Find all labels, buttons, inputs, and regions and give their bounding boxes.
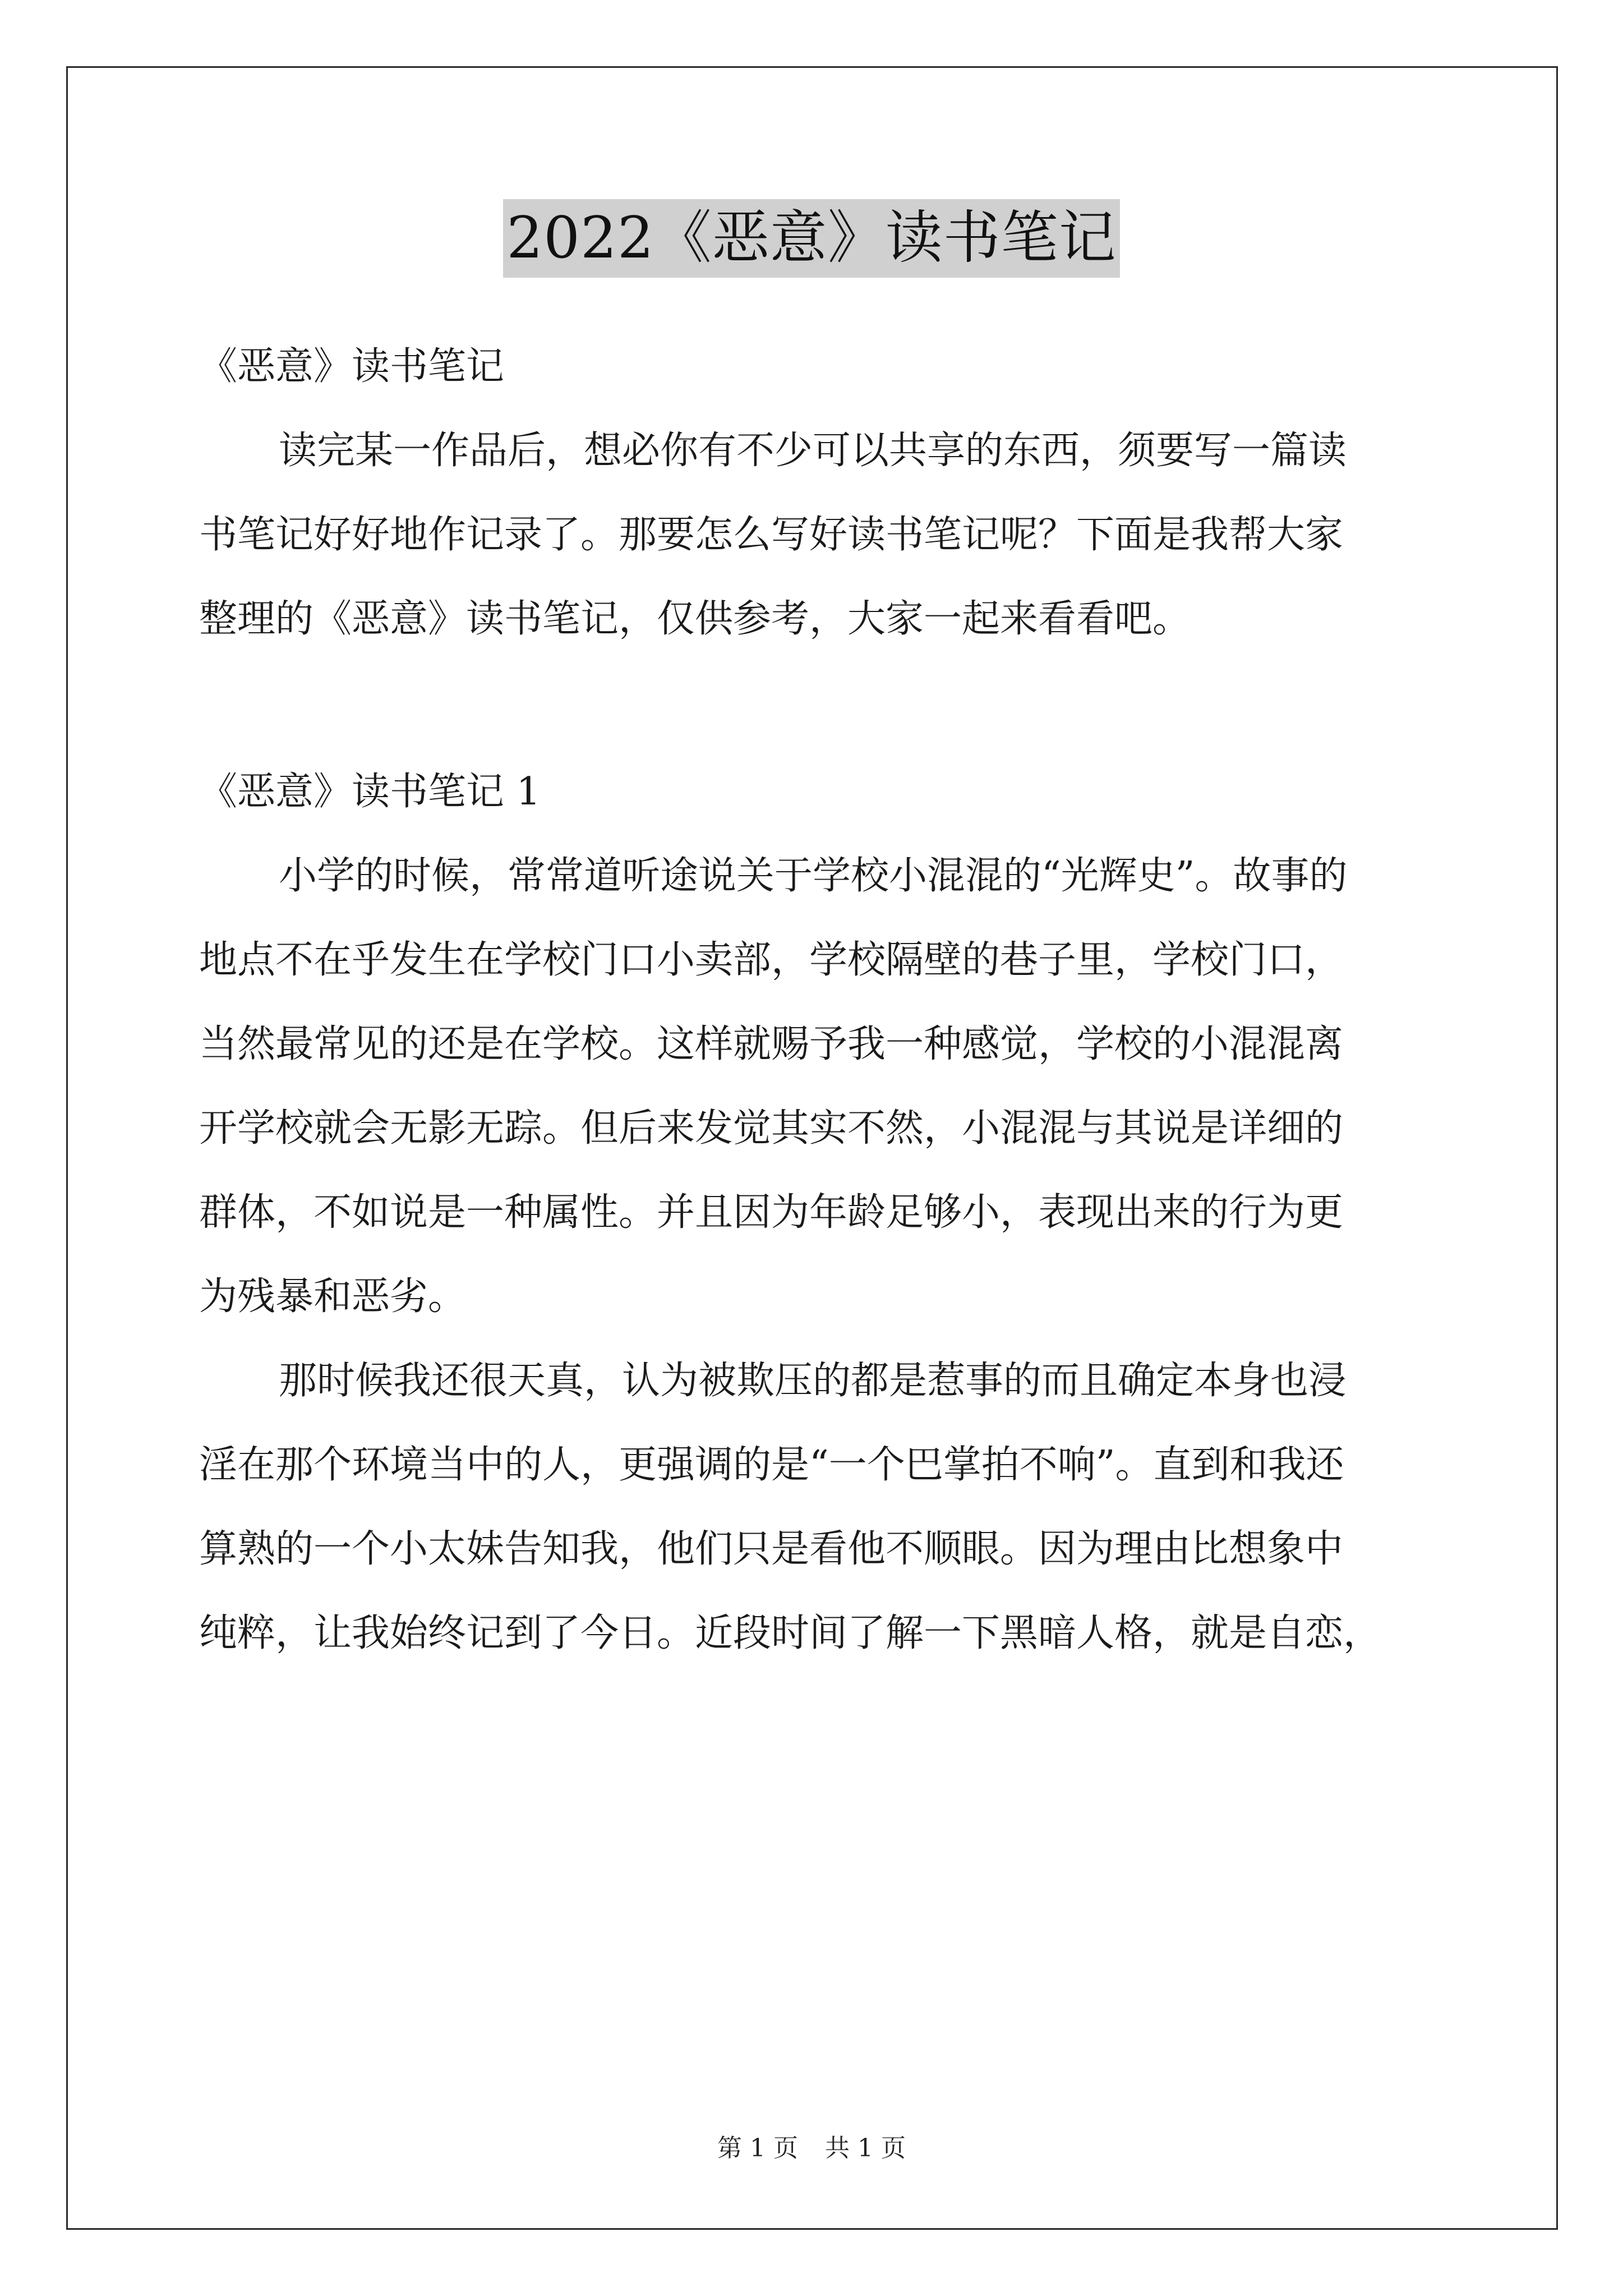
paragraph-line: 小学的时候，常常道听途说关于学校小混混的“光辉史”。故事的 [279, 854, 1348, 898]
title-container [0, 199, 1623, 278]
paragraph-line: 地点不在乎发生在学校门口小卖部，学校隔壁的巷子里，学校门口， [199, 938, 1344, 982]
paragraph-line: 群体，不如说是一种属性。并且因为年龄足够小，表现出来的行为更 [199, 1190, 1344, 1235]
paragraph-line: 淫在那个环境当中的人，更强调的是“一个巴掌拍不响”。直到和我还 [199, 1443, 1344, 1487]
paragraph-line: 为残暴和恶劣。 [199, 1274, 467, 1319]
paragraph-line: 开学校就会无影无踪。但后来发觉其实不然，小混混与其说是详细的 [199, 1106, 1344, 1151]
paragraph-line: 那时候我还很天真，认为被欺压的都是惹事的而且确定本身也浸 [279, 1359, 1347, 1403]
page-number: 第 1 页 [717, 2134, 798, 2162]
page-footer [0, 2132, 1623, 2165]
intro-line: 整理的《恶意》读书笔记，仅供参考，大家一起来看看吧。 [199, 597, 1191, 641]
document-title: 2022《恶意》读书笔记 [503, 199, 1120, 278]
page-total: 共 1 页 [825, 2134, 906, 2162]
intro-line: 书笔记好好地作记录了。那要怎么写好读书笔记呢？下面是我帮大家 [199, 513, 1344, 557]
paragraph-line: 算熟的一个小太妹告知我，他们只是看他不顺眼。因为理由比想象中 [199, 1527, 1344, 1571]
paragraph-line: 当然最常见的还是在学校。这样就赐予我一种感觉，学校的小混混离 [199, 1022, 1344, 1066]
section-heading: 《恶意》读书笔记 1 [199, 770, 541, 814]
paragraph-line: 纯粹，让我始终记到了今日。近段时间了解一下黑暗人格，就是自恋， [199, 1611, 1382, 1655]
document-body [199, 337, 1433, 1664]
subtitle: 《恶意》读书笔记 [199, 344, 505, 389]
intro-line: 读完某一作品后，想必你有不少可以共享的东西，须要写一篇读 [279, 429, 1347, 473]
